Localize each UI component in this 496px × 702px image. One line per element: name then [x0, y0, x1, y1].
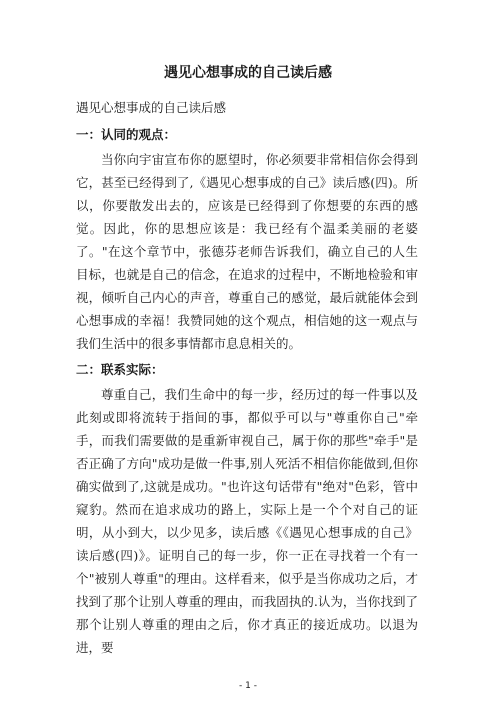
document-title: 遇见心想事成的自己读后感: [164, 65, 332, 81]
section-heading-practice: 二：联系实际：: [76, 362, 164, 377]
page-number: - 1 -: [239, 681, 257, 691]
section-paragraph-agreed-views: 当你向宇宙宣布你的愿望时，你必须要非常相信你会得到它，甚至已经得到了,《遇见心想事成的自己》读后感(四)。所以，你要散发出去的，应该是已经得到了你想要的东西的感觉。因此，你的思想应该是：我已经有个温柔美丽的老婆了。"在这个章节中，张德芬老师告诉我们，确立自己的人生目标，也就是自己的信念，在追求的过程中，不断地检验和审视，倾听自己内心的声音，尊重自己的感觉，最后就能体会到心想事成的幸福！我赞同她的这个观点，相信她的这一观点与我们生活中的很多事情都市息息相关的。: [76, 152, 418, 351]
section-paragraph-practice: 尊重自己，我们生命中的每一步，经历过的每一件事以及此刻或即将流转于指间的事，都似乎可以与"尊重你自己"牵手，而我们需要做的是重新审视自己，属于你的那些"牵手"是否正确了方向"成功是做一件事,别人死活不相信你能做到,但你确实做到了,这就是成功。"也许这句话带有"绝对"色彩，管中窥豹。然而在追求成功的路上，实际上是一个个对自己的证明，从小到大，以少见多，读后感《《遇见心想事成的自己》读后感(四)》。证明自己的每一步，你一正在寻找着一个有一个"被别人尊重"的理由。这样看来，似乎是当你成功之后，才找到了那个让别人尊重的理由，而我固执的.认为，当你找到了那个让别人尊重的理由之后，你才真正的接近成功。以退为进，要: [76, 387, 418, 655]
document-body: [76, 98, 418, 659]
document-subtitle: 遇见心想事成的自己读后感: [76, 100, 227, 115]
section-heading-agreed-views: 一：认同的观点：: [76, 127, 177, 142]
